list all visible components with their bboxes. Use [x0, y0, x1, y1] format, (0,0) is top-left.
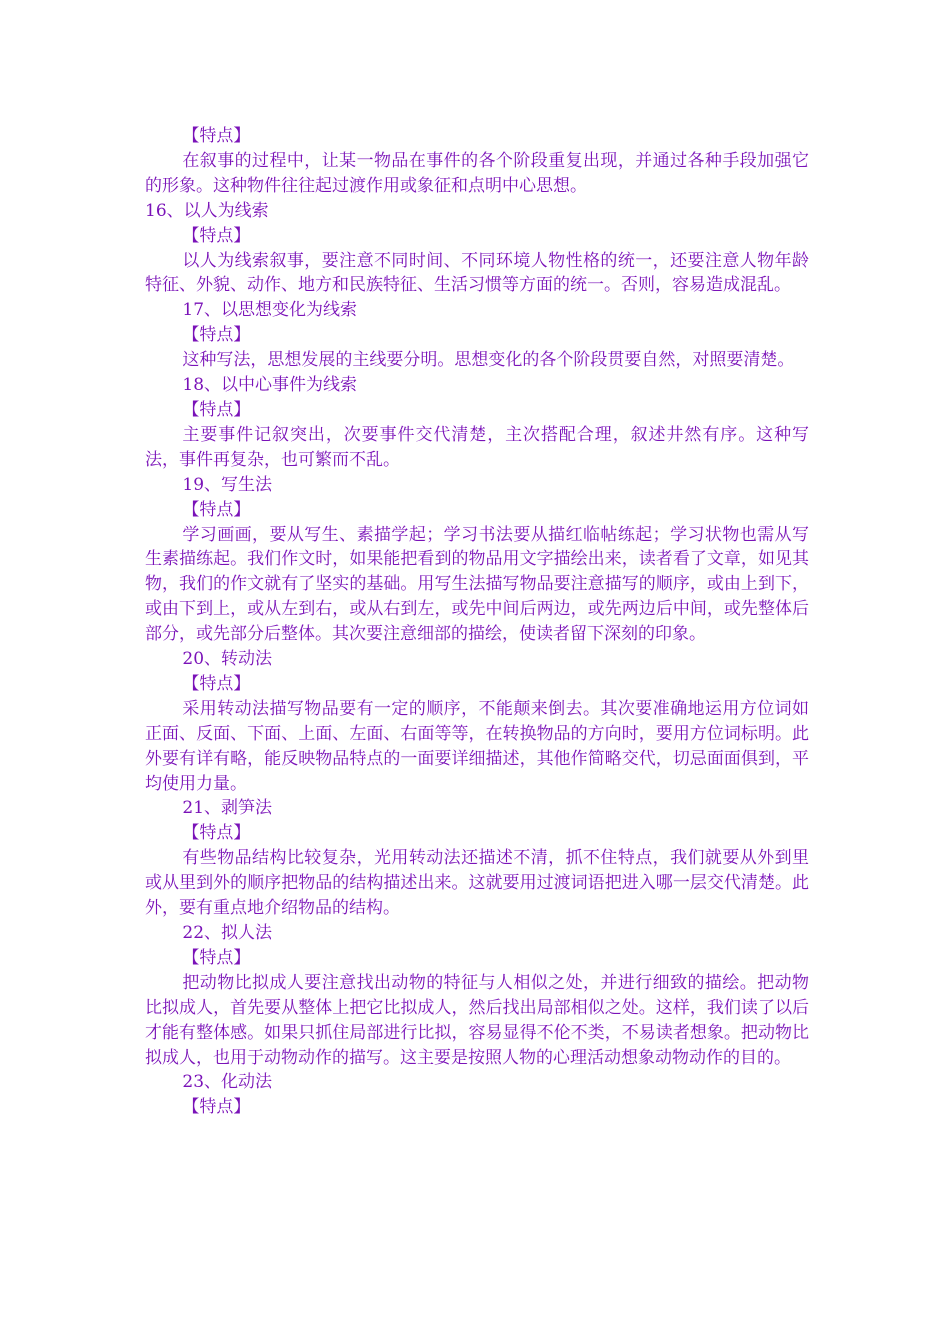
paragraph-label: 【特点】 [182, 399, 251, 420]
section-heading: 22、拟人法 [182, 923, 273, 943]
paragraph: 主要事件记叙突出，次要事件交代清楚，主次搭配合理，叙述井然有序。这种写法，事件再复杂，也可繁而不乱。 [145, 424, 809, 470]
section-heading: 19、写生法 [182, 474, 273, 495]
paragraph-label: 【特点】 [182, 1097, 251, 1118]
paragraph-label: 【特点】 [182, 126, 251, 146]
paragraph-label: 【特点】 [182, 823, 251, 844]
paragraph: 学习画画，要从写生、素描学起；学习书法要从描红临帖练起；学习状物也需从写生素描练起。我们作文时，如果能把看到的物品用文字描绘出来，读者看了文章，如见其物，我们的作文就有了坚实的基础。用写生法描写物品要注意描写的顺序，或由上到下，或由下到上，或从左到右，或从右到左，或先中间后两边，或先两边后中间，或先整体后部分，或先部分后整体。其次要注意细部的描绘，使读者留下深刻的印象。 [145, 524, 809, 645]
paragraph-label: 【特点】 [182, 499, 251, 520]
document-body [145, 124, 809, 1120]
section-heading: 23、化动法 [182, 1072, 273, 1093]
section-heading: 16、以人为线索 [145, 200, 269, 221]
paragraph: 在叙事的过程中，让某一物品在事件的各个阶段重复出现，并通过各种手段加强它的形象。这种物件往往起过渡作用或象征和点明中心思想。 [145, 150, 809, 196]
section-heading: 18、以中心事件为线索 [182, 375, 358, 396]
section-heading: 17、以思想变化为线索 [182, 300, 358, 321]
paragraph: 以人为线索叙事，要注意不同时间、不同环境人物性格的统一，还要注意人物年龄特征、外貌、动作、地方和民族特征、生活习惯等方面的统一。否则，容易造成混乱。 [145, 250, 809, 296]
paragraph-label: 【特点】 [182, 225, 251, 246]
paragraph: 这种写法，思想发展的主线要分明。思想变化的各个阶段贯要自然，对照要清楚。 [182, 350, 795, 371]
paragraph: 有些物品结构比较复杂，光用转动法还描述不清，抓不住特点，我们就要从外到里或从里到外的顺序把物品的结构描述出来。这就要用过渡词语把进入哪一层交代清楚。此外，要有重点地介绍物品的结构。 [145, 848, 809, 919]
paragraph-label: 【特点】 [182, 947, 251, 968]
paragraph: 采用转动法描写物品要有一定的顺序，不能颠来倒去。其次要准确地运用方位词如正面、反面、下面、上面、左面、右面等等，在转换物品的方向时，要用方位词标明。此外要有详有略，能反映物品特点的一面要详细描述，其他作简略交代，切忌面面俱到，平均使用力量。 [145, 698, 809, 794]
paragraph-label: 【特点】 [182, 673, 251, 694]
paragraph: 把动物比拟成人要注意找出动物的特征与人相似之处，并进行细致的描绘。把动物比拟成人，首先要从整体上把它比拟成人，然后找出局部相似之处。这样，我们读了以后才能有整体感。如果只抓住局部进行比拟，容易显得不伦不类，不易读者想象。把动物比拟成人，也用于动物动作的描写。这主要是按照人物的心理活动想象动物动作的目的。 [145, 972, 809, 1068]
section-heading: 20、转动法 [182, 649, 273, 670]
section-heading: 21、剥笋法 [182, 798, 273, 819]
paragraph-label: 【特点】 [182, 325, 251, 346]
